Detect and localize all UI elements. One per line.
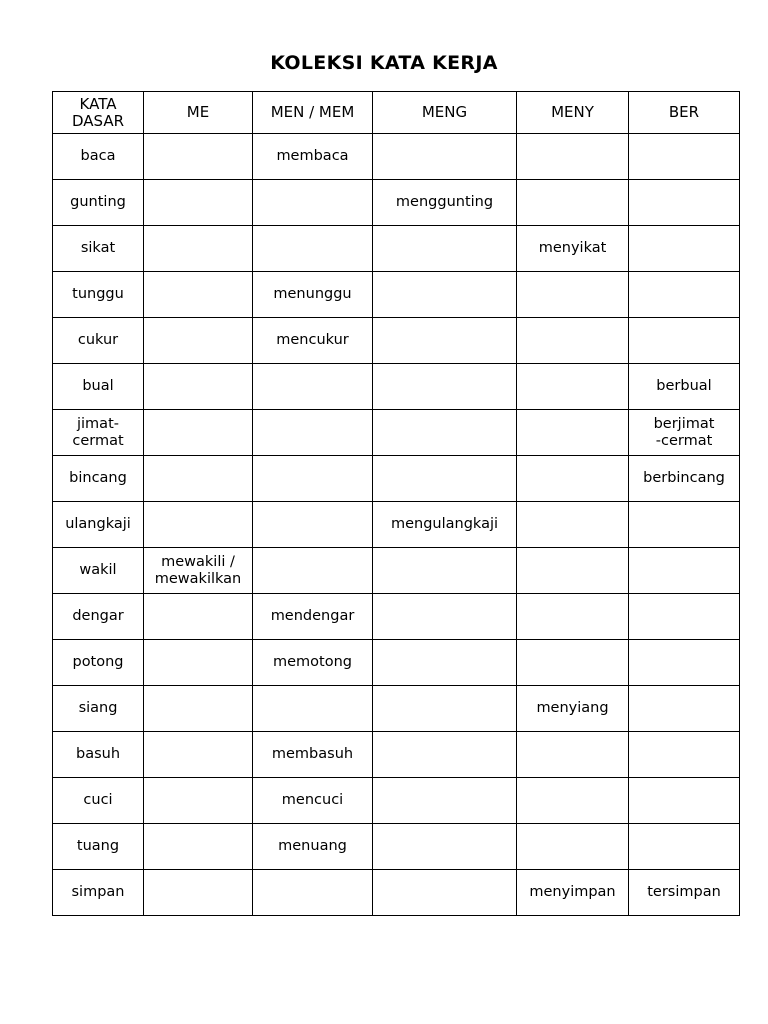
cell-kata-dasar [53,778,144,824]
table-body [53,134,740,916]
cell-men-mem [253,594,373,640]
table-row [53,594,740,640]
cell-meny [517,732,629,778]
table-row [53,548,740,594]
cell-text: membaca [276,148,349,164]
cell-meny [517,226,629,272]
cell-text: mencuci [281,792,344,808]
cell-text: tunggu [72,286,124,302]
cell-kata-dasar [53,456,144,502]
cell-men-mem [253,640,373,686]
table-row [53,364,740,410]
cell-ber [629,502,740,548]
cell-me [144,134,253,180]
cell-meng [373,824,517,870]
cell-kata-dasar [53,410,144,456]
cell-kata-dasar [53,686,144,732]
cell-me [144,732,253,778]
cell-meng [373,226,517,272]
cell-text: berbincang [643,470,725,486]
table-row [53,410,740,456]
cell-men-mem [253,134,373,180]
cell-text: menuang [278,838,347,854]
cell-meng [373,134,517,180]
cell-text: tuang [76,838,120,854]
cell-text: bual [82,378,114,394]
cell-ber [629,548,740,594]
cell-text: berbual [656,378,712,394]
cell-men-mem [253,456,373,502]
cell-me [144,686,253,732]
verb-table [52,91,740,916]
cell-kata-dasar [53,134,144,180]
table-row [53,318,740,364]
cell-men-mem [253,778,373,824]
cell-text: mengulangkaji [390,516,499,532]
cell-meny [517,594,629,640]
cell-text: menggunting [395,194,494,210]
cell-text: mewakili / mewakilkan [154,553,242,587]
cell-meny [517,318,629,364]
cell-text: berjimat -cermat [653,415,715,449]
table-row [53,870,740,916]
cell-meny [517,502,629,548]
cell-me [144,548,253,594]
table-row [53,732,740,778]
cell-me [144,180,253,226]
cell-meng [373,272,517,318]
cell-me [144,364,253,410]
cell-meng [373,732,517,778]
cell-text: gunting [70,194,126,210]
cell-me [144,502,253,548]
cell-meng [373,502,517,548]
document-title: KOLEKSI KATA KERJA [270,52,498,74]
cell-meny [517,548,629,594]
cell-ber [629,640,740,686]
cell-text: simpan [71,884,125,900]
cell-meny [517,180,629,226]
cell-meng [373,640,517,686]
cell-text: basuh [75,746,121,762]
cell-me [144,640,253,686]
cell-kata-dasar [53,180,144,226]
cell-kata-dasar [53,364,144,410]
cell-text: mendengar [270,608,355,624]
cell-ber [629,732,740,778]
cell-meny [517,686,629,732]
cell-text: menyiang [536,700,609,716]
cell-meny [517,640,629,686]
cell-men-mem [253,870,373,916]
cell-meng [373,870,517,916]
cell-men-mem [253,410,373,456]
cell-ber [629,134,740,180]
cell-ber [629,272,740,318]
cell-kata-dasar [53,594,144,640]
cell-meng [373,456,517,502]
cell-men-mem [253,272,373,318]
cell-kata-dasar [53,870,144,916]
cell-text: sikat [80,240,116,256]
cell-meng [373,594,517,640]
cell-text: menyikat [538,240,607,256]
table-row [53,272,740,318]
cell-ber [629,318,740,364]
cell-meng [373,410,517,456]
table-row [53,456,740,502]
cell-me [144,318,253,364]
cell-ber [629,594,740,640]
cell-meng [373,686,517,732]
cell-meng [373,318,517,364]
cell-kata-dasar [53,732,144,778]
cell-text: jimat- cermat [72,415,124,449]
cell-men-mem [253,364,373,410]
header-meng: MENG [373,92,517,134]
cell-kata-dasar [53,226,144,272]
cell-me [144,824,253,870]
cell-men-mem [253,548,373,594]
cell-text: mencukur [276,332,349,348]
cell-text: memotong [273,654,352,670]
cell-text: bincang [69,470,127,486]
cell-text: menyimpan [529,884,616,900]
cell-meny [517,364,629,410]
cell-text: membasuh [271,746,354,762]
cell-me [144,778,253,824]
cell-meny [517,456,629,502]
cell-me [144,226,253,272]
header-me: ME [144,92,253,134]
cell-kata-dasar [53,824,144,870]
table-row [53,226,740,272]
cell-me [144,410,253,456]
cell-text: ulangkaji [65,516,131,532]
cell-ber [629,410,740,456]
cell-text: potong [72,654,124,670]
cell-meny [517,272,629,318]
cell-men-mem [253,824,373,870]
cell-kata-dasar [53,318,144,364]
cell-men-mem [253,180,373,226]
table-row [53,180,740,226]
header-kata-dasar: KATA DASAR [53,92,144,134]
header-ber: BER [629,92,740,134]
cell-meng [373,778,517,824]
table-row [53,502,740,548]
cell-ber [629,364,740,410]
cell-meny [517,778,629,824]
cell-men-mem [253,732,373,778]
cell-ber [629,824,740,870]
table-header-row [53,92,740,134]
header-men-mem: MEN / MEM [253,92,373,134]
cell-ber [629,686,740,732]
cell-meng [373,180,517,226]
cell-men-mem [253,226,373,272]
cell-text: dengar [72,608,124,624]
header-meny: MENY [517,92,629,134]
cell-ber [629,456,740,502]
cell-meny [517,134,629,180]
cell-meng [373,364,517,410]
table-row [53,134,740,180]
cell-text: wakil [79,562,117,578]
cell-men-mem [253,686,373,732]
cell-me [144,870,253,916]
table-row [53,640,740,686]
cell-kata-dasar [53,548,144,594]
cell-ber [629,180,740,226]
cell-meng [373,548,517,594]
cell-kata-dasar [53,640,144,686]
cell-text: menunggu [273,286,352,302]
cell-me [144,456,253,502]
table-row [53,824,740,870]
cell-ber [629,226,740,272]
cell-men-mem [253,318,373,364]
cell-text: cukur [77,332,119,348]
table-row [53,778,740,824]
cell-ber [629,870,740,916]
cell-text: tersimpan [647,884,721,900]
cell-me [144,272,253,318]
cell-text: cuci [83,792,113,808]
cell-text: baca [80,148,116,164]
cell-kata-dasar [53,272,144,318]
cell-text: siang [78,700,118,716]
cell-meny [517,824,629,870]
cell-meny [517,410,629,456]
cell-me [144,594,253,640]
cell-meny [517,870,629,916]
table-row [53,686,740,732]
cell-men-mem [253,502,373,548]
cell-kata-dasar [53,502,144,548]
cell-ber [629,778,740,824]
